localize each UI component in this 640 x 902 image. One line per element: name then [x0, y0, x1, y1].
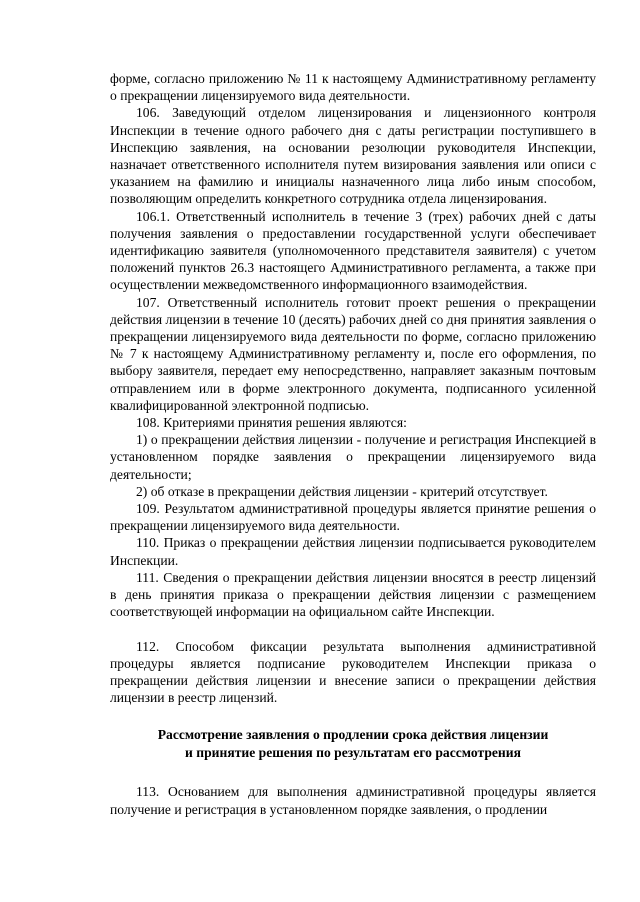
- paragraph-106-1: 106.1. Ответственный исполнитель в течение 3 (трех) рабочих дней с даты получения заявления о предоставлении государственной услуги обеспечивает идентификацию заявителя (уполномоченного представителя заявителя) с учетом положений пунктов 26.3 настоящего Административного регламента, а также при осуществлении межведомственного информационного взаимодействия.: [110, 208, 596, 293]
- paragraph-109: 109. Результатом административной процедуры является принятие решения о прекращении лицензируемого вида деятельности.: [110, 501, 596, 534]
- paragraph-108: 108. Критериями принятия решения являются:: [136, 415, 407, 431]
- paragraph-110: 110. Приказ о прекращении действия лицензии подписывается руководителем Инспекции.: [110, 535, 596, 568]
- paragraph-106: 106. Заведующий отделом лицензирования и лицензионного контроля Инспекции в течение одного рабочего дня с даты регистрации поступившего в Инспекцию заявления, на основании резолюции руководителя Инспекции, назначает ответственного исполнителя путем визирования заявления или описи с указанием на фамилию и инициалы назначенного лица либо иным способом, позволяющим определить конкретного сотрудника отдела лицензирования.: [110, 105, 596, 207]
- paragraph-108-item-1: 1) о прекращении действия лицензии - получение и регистрация Инспекцией в установленном порядке заявления о прекращении лицензируемого вида деятельности;: [110, 432, 596, 482]
- paragraph-continuation: форме, согласно приложению № 11 к настоящему Административному регламенту о прекращении лицензируемого вида деятельности.: [110, 71, 596, 104]
- paragraph-112: 112. Способом фиксации результата выполнения административной процедуры является подписание руководителем Инспекции приказа о прекращении действия лицензии и внесение записи о прекращении действия лицензии в реестр лицензий.: [110, 638, 596, 706]
- section-heading: [110, 726, 596, 761]
- section-heading-line-1: Рассмотрение заявления о продлении срока действия лицензии: [157, 727, 549, 743]
- paragraph-108-item-2: 2) об отказе в прекращении действия лицензии - критерий отсутствует.: [136, 483, 548, 499]
- paragraph-113: 113. Основанием для выполнения административной процедуры является получение и регистрация в установленном порядке заявления, о продлении: [110, 784, 596, 817]
- paragraph-107: 107. Ответственный исполнитель готовит проект решения о прекращении действия лицензии в течение 10 (десять) рабочих дней со дня принятия заявления о прекращении лицензируемого вида деятельности по форме, согласно приложению № 7 к настоящему Административному регламенту и, после его оформления, по выбору заявителя, передает ему непосредственно, направляет заказным почтовым отправлением или в форме электронного документа, подписанного усиленной квалифицированной электронной подписью.: [110, 294, 596, 413]
- section-heading-line-2: и принятие решения по результатам его рассмотрения: [185, 744, 521, 760]
- document-page: [110, 70, 596, 818]
- paragraph-111: 111. Сведения о прекращении действия лицензии вносятся в реестр лицензий в день принятия приказа о прекращении действия лицензии с размещением соответствующей информации на официальном сайте Инспекции.: [110, 569, 596, 620]
